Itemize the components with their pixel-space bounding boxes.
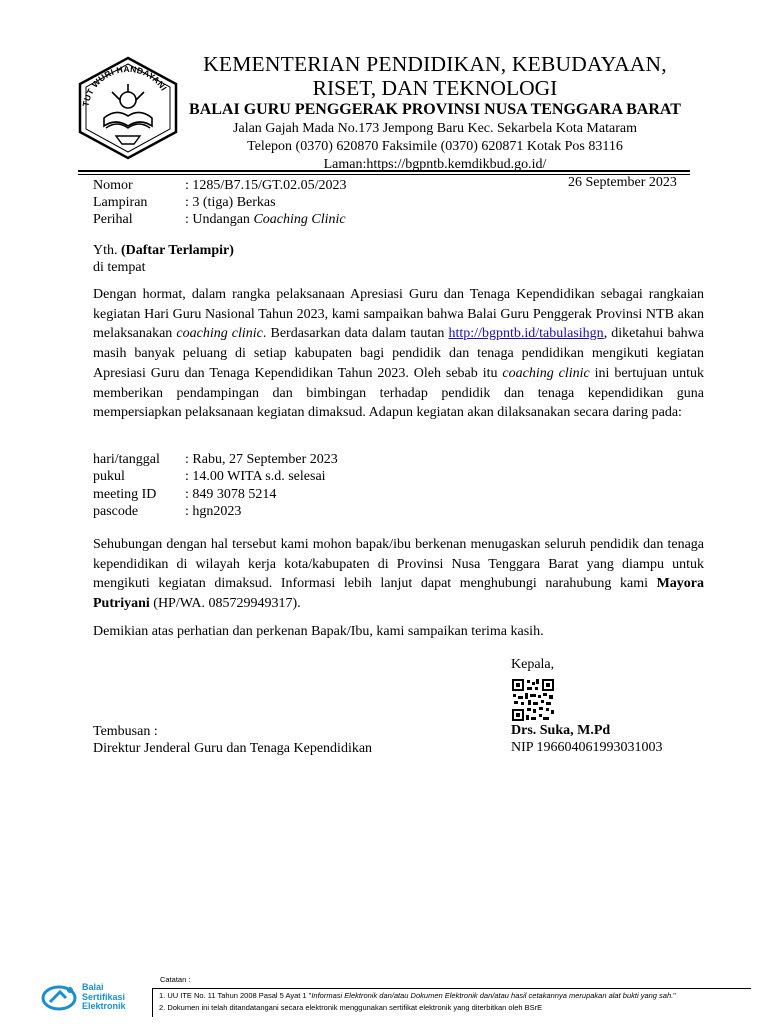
tembusan-recipient: Direktur Jenderal Guru dan Tenaga Kependidikan: [93, 741, 373, 756]
letterhead: [185, 52, 685, 174]
lampiran-value: : 3 (tiga) Berkas: [185, 195, 276, 210]
perihal-value: [185, 211, 346, 228]
footer-note-1: [159, 991, 676, 1000]
bse-logo-icon: [40, 982, 80, 1012]
tembusan-label: Tembusan :: [93, 724, 158, 739]
addressee-prefix: Yth.: [93, 243, 121, 258]
schedule-value: : hgn2023: [185, 503, 242, 519]
contact-person-name: Mayora Putriyani: [93, 576, 704, 612]
bse-line2: Sertifikasi: [82, 991, 126, 1002]
schedule-row: [93, 468, 338, 485]
office-website: Laman:https://bgpntb.kemdikbud.go.id/: [323, 157, 547, 172]
p1-italic-c: coaching clinic: [502, 365, 590, 381]
addressee-name: (Daftar Terlampir): [121, 243, 234, 258]
p1-text-b: . Berdasarkan data dalam tautan: [262, 326, 449, 342]
paragraph-opening: [93, 285, 704, 423]
nomor-label: Nomor: [93, 178, 133, 193]
schedule-row: [93, 486, 338, 503]
schedule-value: : 14.00 WITA s.d. selesai: [185, 469, 326, 485]
ministry-name-line1: KEMENTERIAN PENDIDIKAN, KEBUDAYAAN,: [203, 52, 667, 76]
perihal-italic: Coaching Clinic: [253, 212, 346, 227]
bse-line1: Balai: [82, 982, 104, 992]
ministry-name-line2: RISET, DAN TEKNOLOGI: [312, 76, 558, 100]
tembusan-block: [93, 723, 372, 757]
tut-wuri-handayani-logo: [76, 56, 180, 160]
p2-text-b: (HP/WA. 085729949317).: [149, 596, 301, 612]
letter-date: 26 September 2023: [568, 175, 677, 190]
p2-text-a: Sehubungan dengan hal tersebut kami mohon bapak/ibu berkenan menugaskan seluruh pendidik dan tenaga kependidikan di wilayah kerja kota/kabupaten di Provinsi Nusa Tenggara Barat yang diampu untuk mengikuti kegiatan dimaksud. Informasi lebih lanjut dapat menghubungi narahubung kami: [93, 537, 704, 592]
paragraph-closing: Demikian atas perhatian dan perkenan Bapak/Ibu, kami sampaikan terima kasih.: [93, 624, 544, 639]
note1-text-a: 1. UU ITE No. 11 Tahun 2008 Pasal 5 Ayat 1 ": [159, 991, 312, 1000]
signer-name: Drs. Suka, M.Pd: [511, 723, 611, 738]
meta-row-perihal: [93, 211, 347, 228]
schedule-value: : 849 3078 5214: [185, 486, 277, 502]
schedule-row: [93, 503, 338, 520]
schedule-label: pascode: [93, 503, 139, 519]
paragraph-request: [93, 535, 704, 614]
signature-title: Kepala,: [511, 657, 555, 672]
nomor-value: : 1285/B7.15/GT.02.05/2023: [185, 178, 347, 193]
schedule-row: [93, 451, 338, 468]
signer-nip: NIP 196604061993031003: [511, 740, 663, 755]
p1-text-a: Dengan hormat, dalam rangka pelaksanaan Apresiasi Guru dan Tenaga Kependidikan sebagai rangkaian kegiatan Hari Guru Nasional Tahun 2023, kami sampaikan bahwa Balai Guru Penggerak Provinsi NTB akan melaksanakan: [93, 287, 704, 342]
qr-code-icon: [511, 678, 555, 722]
perihal-prefix: : Undangan: [185, 212, 254, 227]
p1-italic-a: coaching clinic: [176, 326, 263, 342]
schedule-label: meeting ID: [93, 486, 157, 502]
bse-line3: Elektronik: [82, 1001, 126, 1011]
schedule-label: pukul: [93, 469, 125, 485]
addressee-place: di tempat: [93, 260, 146, 275]
schedule-label: hari/tanggal: [93, 452, 160, 467]
p1-text-c: , diketahui bahwa masih banyak peluang di setiap kabupaten bagi pendidik dan tenaga pendidikan mengikuti kegiatan Apresiasi Guru dan Tenaga Kependidikan Tahun 2023. Oleh sebab itu: [93, 326, 704, 381]
office-phone: Telepon (0370) 620870 Faksimile (0370) 620871 Kotak Pos 83116: [247, 139, 623, 154]
note1-italic: Informasi Elektronik dan/atau Dokumen Elektronik dan/atau hasil cetakannya merupakan alat bukti yang sah.: [311, 991, 674, 1000]
office-name: BALAI GURU PENGGERAK PROVINSI NUSA TENGGARA BARAT: [189, 101, 681, 118]
header-divider-thick: [78, 170, 690, 172]
p1-text-d: ini bertujuan untuk memberikan pendampingan dan bimbingan terhadap pendidik dan tenaga kependidikan guna mempersiapkan pelaksanaan kegiatan dimaksud. Adapun kegiatan akan dilaksanakan secara daring pada:: [93, 365, 704, 421]
schedule-details: [93, 451, 338, 520]
office-address: Jalan Gajah Mada No.173 Jempong Baru Kec. Sekarbela Kota Mataram: [233, 121, 637, 136]
meta-row-nomor: [93, 177, 347, 194]
footer-notes-title: Catatan :: [160, 975, 191, 984]
addressee: [93, 242, 234, 276]
note1-text-b: ": [673, 991, 676, 1000]
lampiran-label: Lampiran: [93, 195, 148, 210]
schedule-value: : Rabu, 27 September 2023: [185, 452, 338, 467]
signer-block: [511, 722, 663, 756]
addressee-line: [93, 242, 234, 259]
tabulasi-link[interactable]: http://bgpntb.id/tabulasihgn: [448, 326, 604, 342]
perihal-label: Perihal: [93, 212, 133, 227]
bse-name: [82, 983, 126, 1012]
letter-meta: [93, 177, 347, 228]
footer-note-2: 2. Dokumen ini telah ditandatangani secara elektronik menggunakan sertifikat elektronik yang diterbitkan oleh BSrE: [159, 1003, 543, 1012]
meta-row-lampiran: [93, 194, 347, 211]
svg-text:TUT WURI HANDAYANI: TUT WURI HANDAYANI: [80, 63, 170, 108]
